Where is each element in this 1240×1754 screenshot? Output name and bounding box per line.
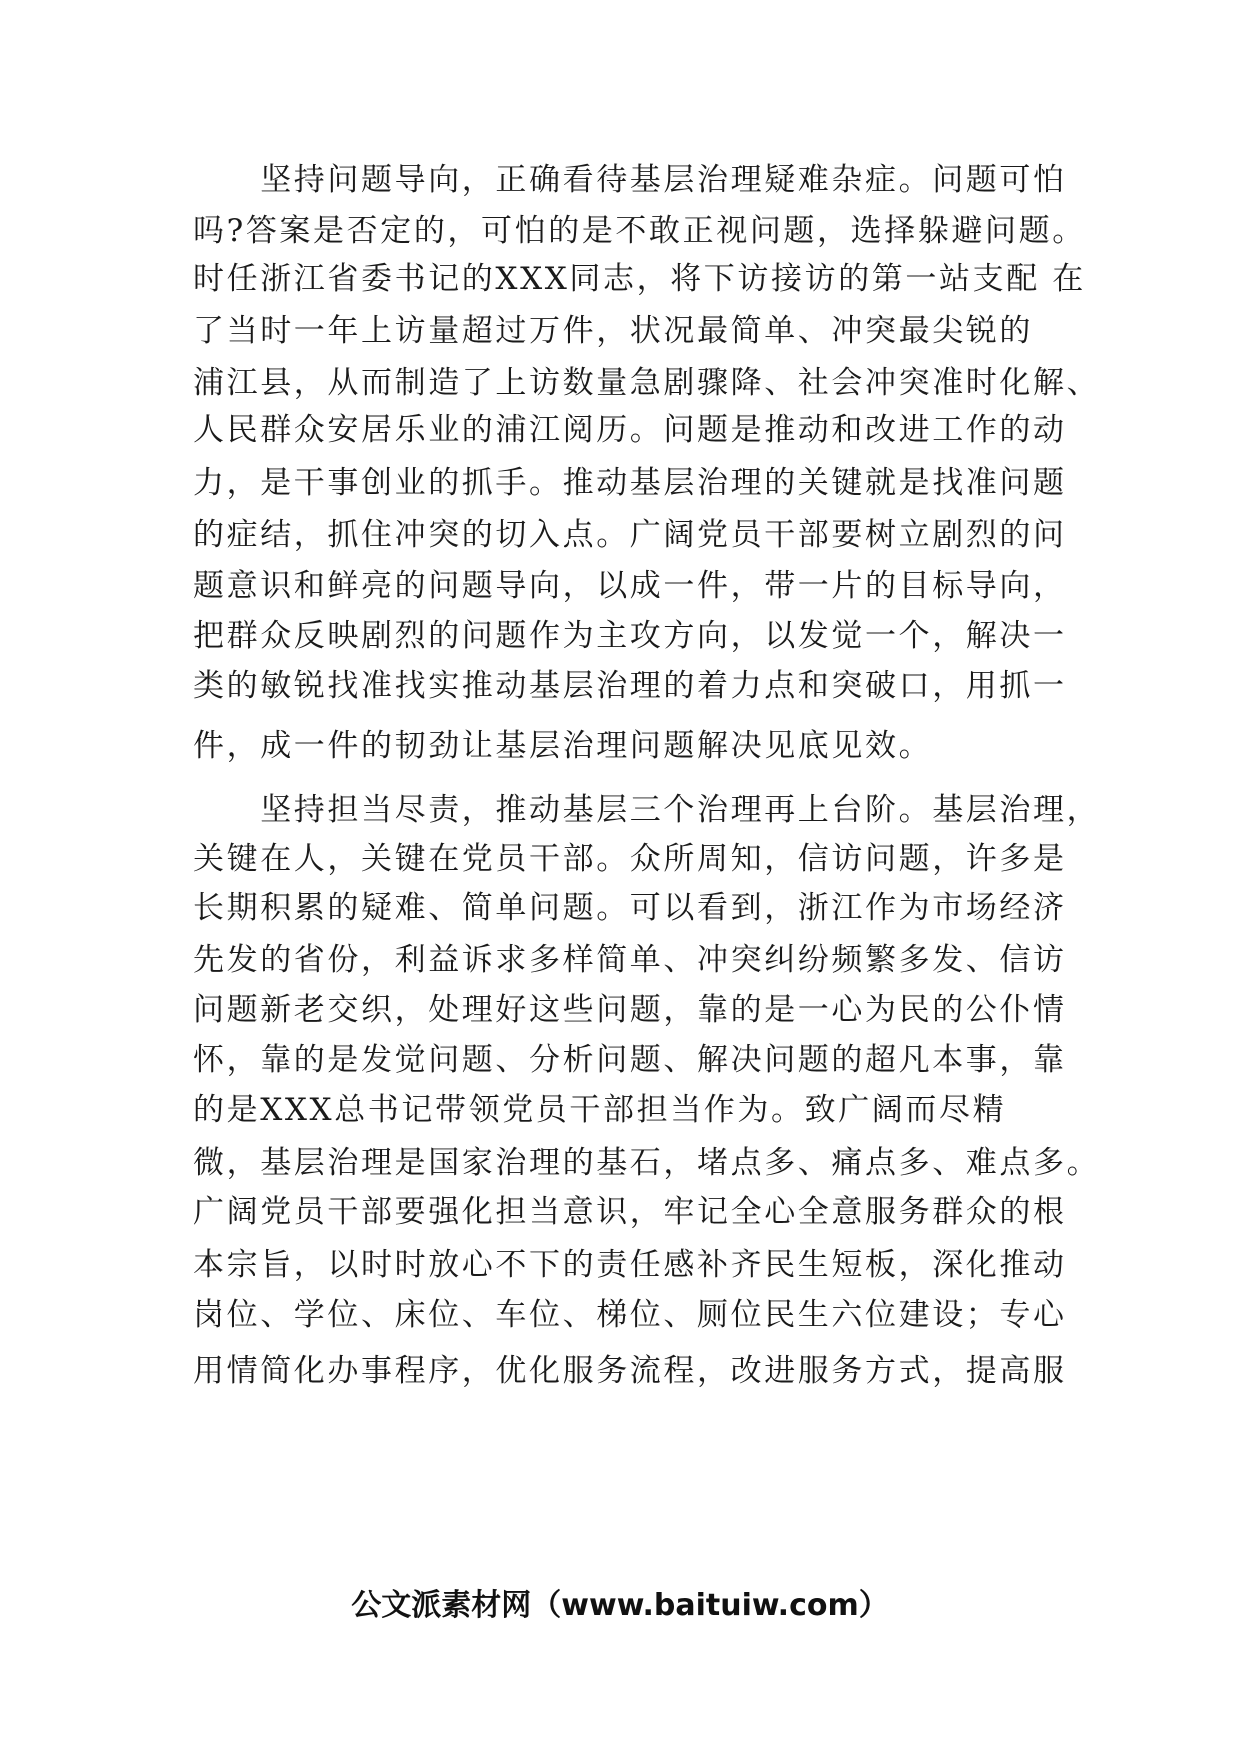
footer-website: 公文派素材网（www.baituiw.com） bbox=[351, 1588, 889, 1623]
text-line: 坚持问题导向，正确看待基层治理疑难杂症。问题可怕 bbox=[193, 162, 1067, 198]
text-line: 浦江县，从而制造了上访数量急剧骤降、社会冲突准时化解、 bbox=[193, 365, 1101, 401]
text-line: 岗位、学位、床位、车位、梯位、厕位民生六位建设；专心 bbox=[193, 1297, 1067, 1333]
text-line: 题意识和鲜亮的问题导向，以成一件，带一片的目标导向， bbox=[193, 568, 1067, 604]
text-line: 了当时一年上访量超过万件，状况最简单、冲突最尖锐的 bbox=[193, 313, 1033, 349]
text-line: 件，成一件的韧劲让基层治理问题解决见底见效。 bbox=[193, 728, 933, 764]
text-line: 用情简化办事程序，优化服务流程，改进服务方式，提高服 bbox=[193, 1353, 1067, 1389]
text-line: 的是XXX总书记带领党员干部担当作为。致广阔而尽精 bbox=[193, 1092, 1007, 1128]
text-line: 本宗旨，以时时放心不下的责任感补齐民生短板，深化推动 bbox=[193, 1247, 1067, 1283]
text-line: 怀，靠的是发觉问题、分析问题、解决问题的超凡本事，靠 bbox=[193, 1042, 1067, 1078]
text-line: 时任浙江省委书记的XXX同志，将下访接访的第一站支配 在 bbox=[193, 261, 1086, 297]
text-line: 长期积累的疑难、简单问题。可以看到，浙江作为市场经济 bbox=[193, 890, 1067, 926]
text-line: 坚持担当尽责，推动基层三个治理再上台阶。基层治理， bbox=[193, 792, 1101, 828]
text-line: 的症结，抓住冲突的切入点。广阔党员干部要树立剧烈的问 bbox=[193, 517, 1067, 553]
text-line: 力，是干事创业的抓手。推动基层治理的关键就是找准问题 bbox=[193, 465, 1067, 501]
text-line: 人民群众安居乐业的浦江阅历。问题是推动和改进工作的动 bbox=[193, 412, 1067, 448]
text-line: 微，基层治理是国家治理的基石，堵点多、痛点多、难点多。 bbox=[193, 1145, 1101, 1181]
text-line: 先发的省份，利益诉求多样简单、冲突纠纷频繁多发、信访 bbox=[193, 942, 1067, 978]
text-line: 类的敏锐找准找实推动基层治理的着力点和突破口，用抓一 bbox=[193, 668, 1067, 704]
text-line: 吗?答案是否定的，可怕的是不敢正视问题，选择躲避问题。 bbox=[193, 213, 1086, 249]
text-line: 把群众反映剧烈的问题作为主攻方向，以发觉一个，解决一 bbox=[193, 618, 1067, 654]
text-line: 广阔党员干部要强化担当意识，牢记全心全意服务群众的根 bbox=[193, 1194, 1067, 1230]
text-line: 问题新老交织，处理好这些问题，靠的是一心为民的公仆情 bbox=[193, 992, 1067, 1028]
text-line: 关键在人，关键在党员干部。众所周知，信访问题，许多是 bbox=[193, 841, 1067, 877]
